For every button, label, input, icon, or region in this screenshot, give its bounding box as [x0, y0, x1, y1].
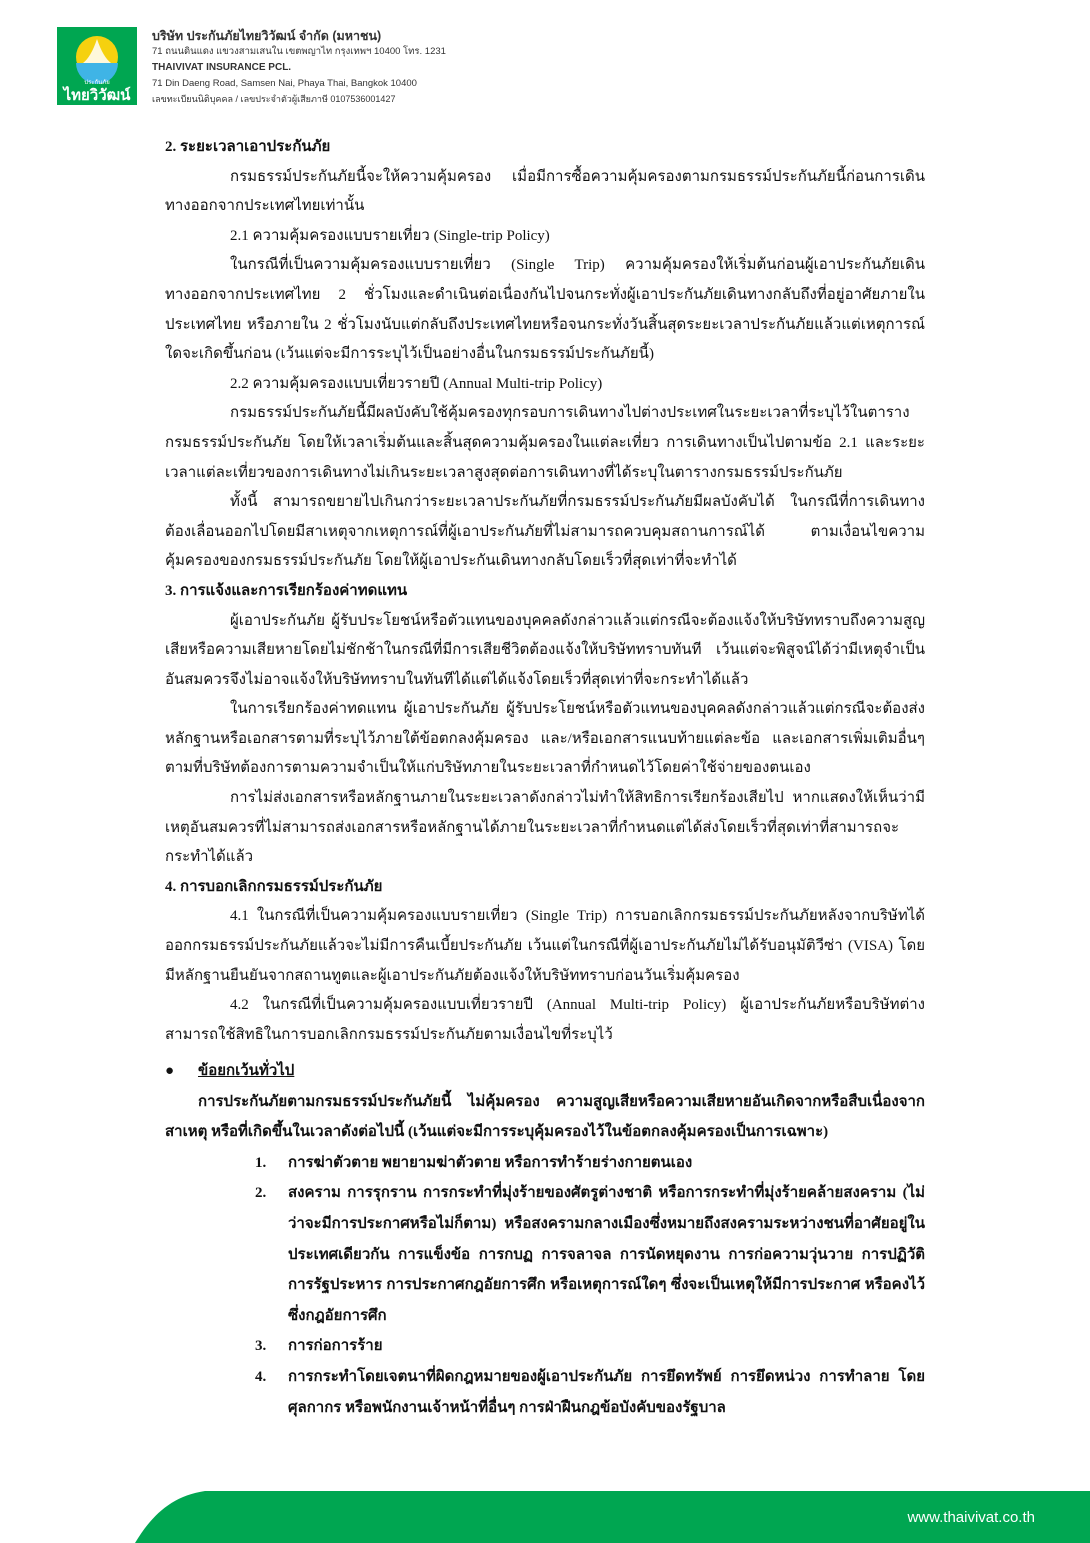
item-text: สงคราม การรุกราน การกระทำที่มุ่งร้ายของศัตรูต่างชาติ หรือการกระทำที่มุ่งร้ายคล้ายสงคราม (ไม่ว่าจะมีการประกาศหรือไม่ก็ตาม) หรือสงครามกลางเมืองซึ่งหมายถึงสงครามระหว่างชนที่อาศัยอยู่ในประเทศเดียวกัน การแข็งข้อ การกบฏ การจลาจล การนัดหยุดงาน การก่อความวุ่นวาย การปฏิวัติ การรัฐประหาร การประกาศกฎอัยการศึก หรือเหตุการณ์ใดๆ ซึ่งจะเป็นเหตุให้มีการประกาศ หรือคงไว้ซึ่งกฎอัยการศึก: [288, 1185, 925, 1324]
paragraph: ทั้งนี้ สามารถขยายไปเกินกว่าระยะเวลาประกันภัยที่กรมธรรม์ประกันภัยมีผลบังคับได้ ในกรณีที่การเดินทางต้องเลื่อนออกไปโดยมีสาเหตุจากเหตุการณ์ที่ผู้เอาประกันภัยที่ไม่สามารถควบคุมสถานการณ์ได้ ตามเงื่อนไขความคุ้มครองของกรมธรรม์ประกันภัย โดยให้ผู้เอาประกันเดินทางกลับโดยเร็วที่สุดเท่าที่จะทำได้: [165, 494, 925, 570]
section-heading: 4. การบอกเลิกกรมธรรม์ประกันภัย: [165, 878, 383, 895]
paragraph: กรมธรรม์ประกันภัยนี้มีผลบังคับใช้คุ้มครองทุกรอบการเดินทางไปต่างประเทศในระยะเวลาที่ระบุไว้ในตารางกรมธรรม์ประกันภัย โดยให้เวลาเริ่มต้นและสิ้นสุดความคุ้มครองในแต่ละเที่ยว การเดินทางเป็นไปตามข้อ 2.1 และระยะเวลาแต่ละเที่ยวของการเดินทางไม่เกินระยะเวลาสูงสุดต่อการเดินทางที่ได้ระบุในตารางกรมธรรม์ประกันภัย: [165, 405, 925, 481]
item-number: 2.: [255, 1185, 267, 1202]
general-exclusions: [165, 1056, 925, 1423]
company-name-th: บริษัท ประกันภัยไทยวิวัฒน์ จำกัด (มหาชน): [152, 29, 382, 43]
paragraph: การไม่ส่งเอกสารหรือหลักฐานภายในระยะเวลาดังกล่าวไม่ทำให้สิทธิการเรียกร้องเสียไป หากแสดงให้เห็นว่ามีเหตุอันสมควรที่ไม่สามารถส่งเอกสารหรือหลักฐานได้ภายในระยะเวลาที่กำหนดแต่ได้ส่งโดยเร็วที่สุดเท่าที่สามารถจะกระทำได้แล้ว: [165, 790, 925, 866]
logo-wordmark: ไทยวิวัฒน์: [63, 86, 131, 104]
paragraph: ในการเรียกร้องค่าทดแทน ผู้เอาประกันภัย ผู้รับประโยชน์หรือตัวแทนของบุคคลดังกล่าวแล้วแต่กรณีจะต้องส่งหลักฐานหรือเอกสารตามที่ระบุไว้ภายใต้ข้อตกลงคุ้มครอง และ/หรือเอกสารแนบท้ายแต่ละข้อ และเอกสารเพิ่มเติมอื่นๆ ตามที่บริษัทต้องการตามความจำเป็นให้แก่บริษัทภายในระยะเวลาที่กำหนดไว้โดยค่าใช้จ่ายของตนเอง: [165, 701, 925, 777]
paragraph: 4.2 ในกรณีที่เป็นความคุ้มครองแบบเที่ยวรายปี (Annual Multi-trip Policy) ผู้เอาประกันภัยหรือบริษัทต่างสามารถใช้สิทธิในการบอกเลิกกรมธรรม์ประกันภัยตามเงื่อนไขที่ระบุไว้: [165, 997, 925, 1043]
item-text: การกระทำโดยเจตนาที่ผิดกฎหมายของผู้เอาประกันภัย การยึดทรัพย์ การยึดหน่วง การทำลาย โดยศุลกากร หรือพนักงานเจ้าหน้าที่อื่นๆ การฝ่าฝืนกฎข้อบังคับของรัฐบาล: [288, 1368, 925, 1416]
paragraph: ผู้เอาประกันภัย ผู้รับประโยชน์หรือตัวแทนของบุคคลดังกล่าวแล้วแต่กรณีจะต้องแจ้งให้บริษัททราบถึงความสูญเสียหรือความเสียหายโดยไม่ชักช้าในกรณีที่มีการเสียชีวิตต้องแจ้งให้บริษัททราบทันที เว้นแต่จะพิสูจน์ได้ว่ามีเหตุจำเป็นอันสมควรจึงไม่อาจแจ้งให้บริษัททราบในทันทีได้แต่ได้แจ้งโดยเร็วที่สุดเท่าที่จะกระทำได้แล้ว: [165, 612, 925, 688]
section-heading: 2. ระยะเวลาเอาประกันภัย: [165, 139, 331, 155]
website-url[interactable]: www.thaivivat.co.th: [907, 1509, 1035, 1526]
exclusions-heading: [165, 1056, 925, 1087]
item-number: 4.: [255, 1368, 267, 1385]
exclusion-item: [255, 1148, 925, 1179]
item-number: 3.: [255, 1338, 267, 1355]
paragraph: กรมธรรม์ประกันภัยนี้จะให้ความคุ้มครอง เมื่อมีการซื้อความคุ้มครองตามกรมธรรม์ประกันภัยนี้ก่อนการเดินทางออกจากประเทศไทยเท่านั้น: [165, 168, 925, 215]
company-logo: [57, 27, 137, 105]
bullet-icon: ●: [165, 1063, 175, 1079]
company-letterhead: [152, 28, 446, 107]
exclusion-item: [255, 1362, 925, 1423]
exclusions-intro: การประกันภัยตามกรมธรรม์ประกันภัยนี้ ไม่คุ้มครอง ความสูญเสียหรือความเสียหายอันเกิดจากหรือสืบเนื่องจากสาเหตุ หรือที่เกิดขึ้นในเวลาดังต่อไปนี้ (เว้นแต่จะมีการระบุคุ้มครองไว้ในข้อตกลงคุ้มครองเป็นการเฉพาะ): [165, 1093, 925, 1141]
item-text: การฆ่าตัวตาย พยายามฆ่าตัวตาย หรือการทำร้ายร่างกายตนเอง: [288, 1154, 693, 1171]
policy-body: [165, 133, 925, 1050]
exclusion-item: [255, 1178, 925, 1331]
paragraph: 4.1 ในกรณีที่เป็นความคุ้มครองแบบรายเที่ยว (Single Trip) การบอกเลิกกรมธรรม์ประกันภัยหลังจากบริษัทได้ออกกรมธรรม์ประกันภัยแล้วจะไม่มีการคืนเบี้ยประกันภัย เว้นแต่ในกรณีที่ผู้เอาประกันภัยไม่ได้รับอนุมัติวีซ่า (VISA) โดยมีหลักฐานยืนยันจากสถานทูตและผู้เอาประกันภัยต้องแจ้งให้บริษัททราบก่อนวันเริ่มคุ้มครอง: [165, 908, 925, 984]
item-text: การก่อการร้าย: [288, 1338, 383, 1355]
subheading: 2.2 ความคุ้มครองแบบเที่ยวรายปี (Annual Multi-trip Policy): [230, 375, 603, 392]
section-heading: 3. การแจ้งและการเรียกร้องค่าทดแทน: [165, 582, 408, 599]
address-th: 71 ถนนดินแดง แขวงสามเสนใน เขตพญาไท กรุงเทพฯ 10400 โทร. 1231: [152, 46, 446, 57]
address-en: 71 Din Daeng Road, Samsen Nai, Phaya Thai, Bangkok 10400: [152, 78, 417, 89]
subheading: 2.1 ความคุ้มครองแบบรายเที่ยว (Single-trip Policy): [230, 227, 550, 244]
exclusions-title: ข้อยกเว้นทั่วไป: [198, 1063, 295, 1079]
item-number: 1.: [255, 1154, 267, 1171]
company-name-en: THAIVIVAT INSURANCE PCL.: [152, 62, 292, 73]
registration-number: เลขทะเบียนนิติบุคคล / เลขประจำตัวผู้เสียภาษี 0107536001427: [152, 94, 396, 104]
logo-tagline: ประกันภัย: [84, 79, 110, 86]
paragraph: ในกรณีที่เป็นความคุ้มครองแบบรายเที่ยว (Single Trip) ความคุ้มครองให้เริ่มต้นก่อนผู้เอาประกันภัยเดินทางออกจากประเทศไทย 2 ชั่วโมงและดำเนินต่อเนื่องกันไปจนกระทั่งผู้เอาประกันภัยเดินทางกลับถึงที่อยู่อาศัยภายในประเทศไทย หรือภายใน 2 ชั่วโมงนับแต่กลับถึงประเทศไทยหรือจนกระทั่งวันสิ้นสุดระยะเวลาประกันภัยแล้วแต่เหตุการณ์ใดจะเกิดขึ้นก่อน (เว้นแต่จะมีการระบุไว้เป็นอย่างอื่นในกรมธรรม์ประกันภัยนี้): [165, 257, 925, 363]
exclusion-item: [255, 1331, 925, 1362]
